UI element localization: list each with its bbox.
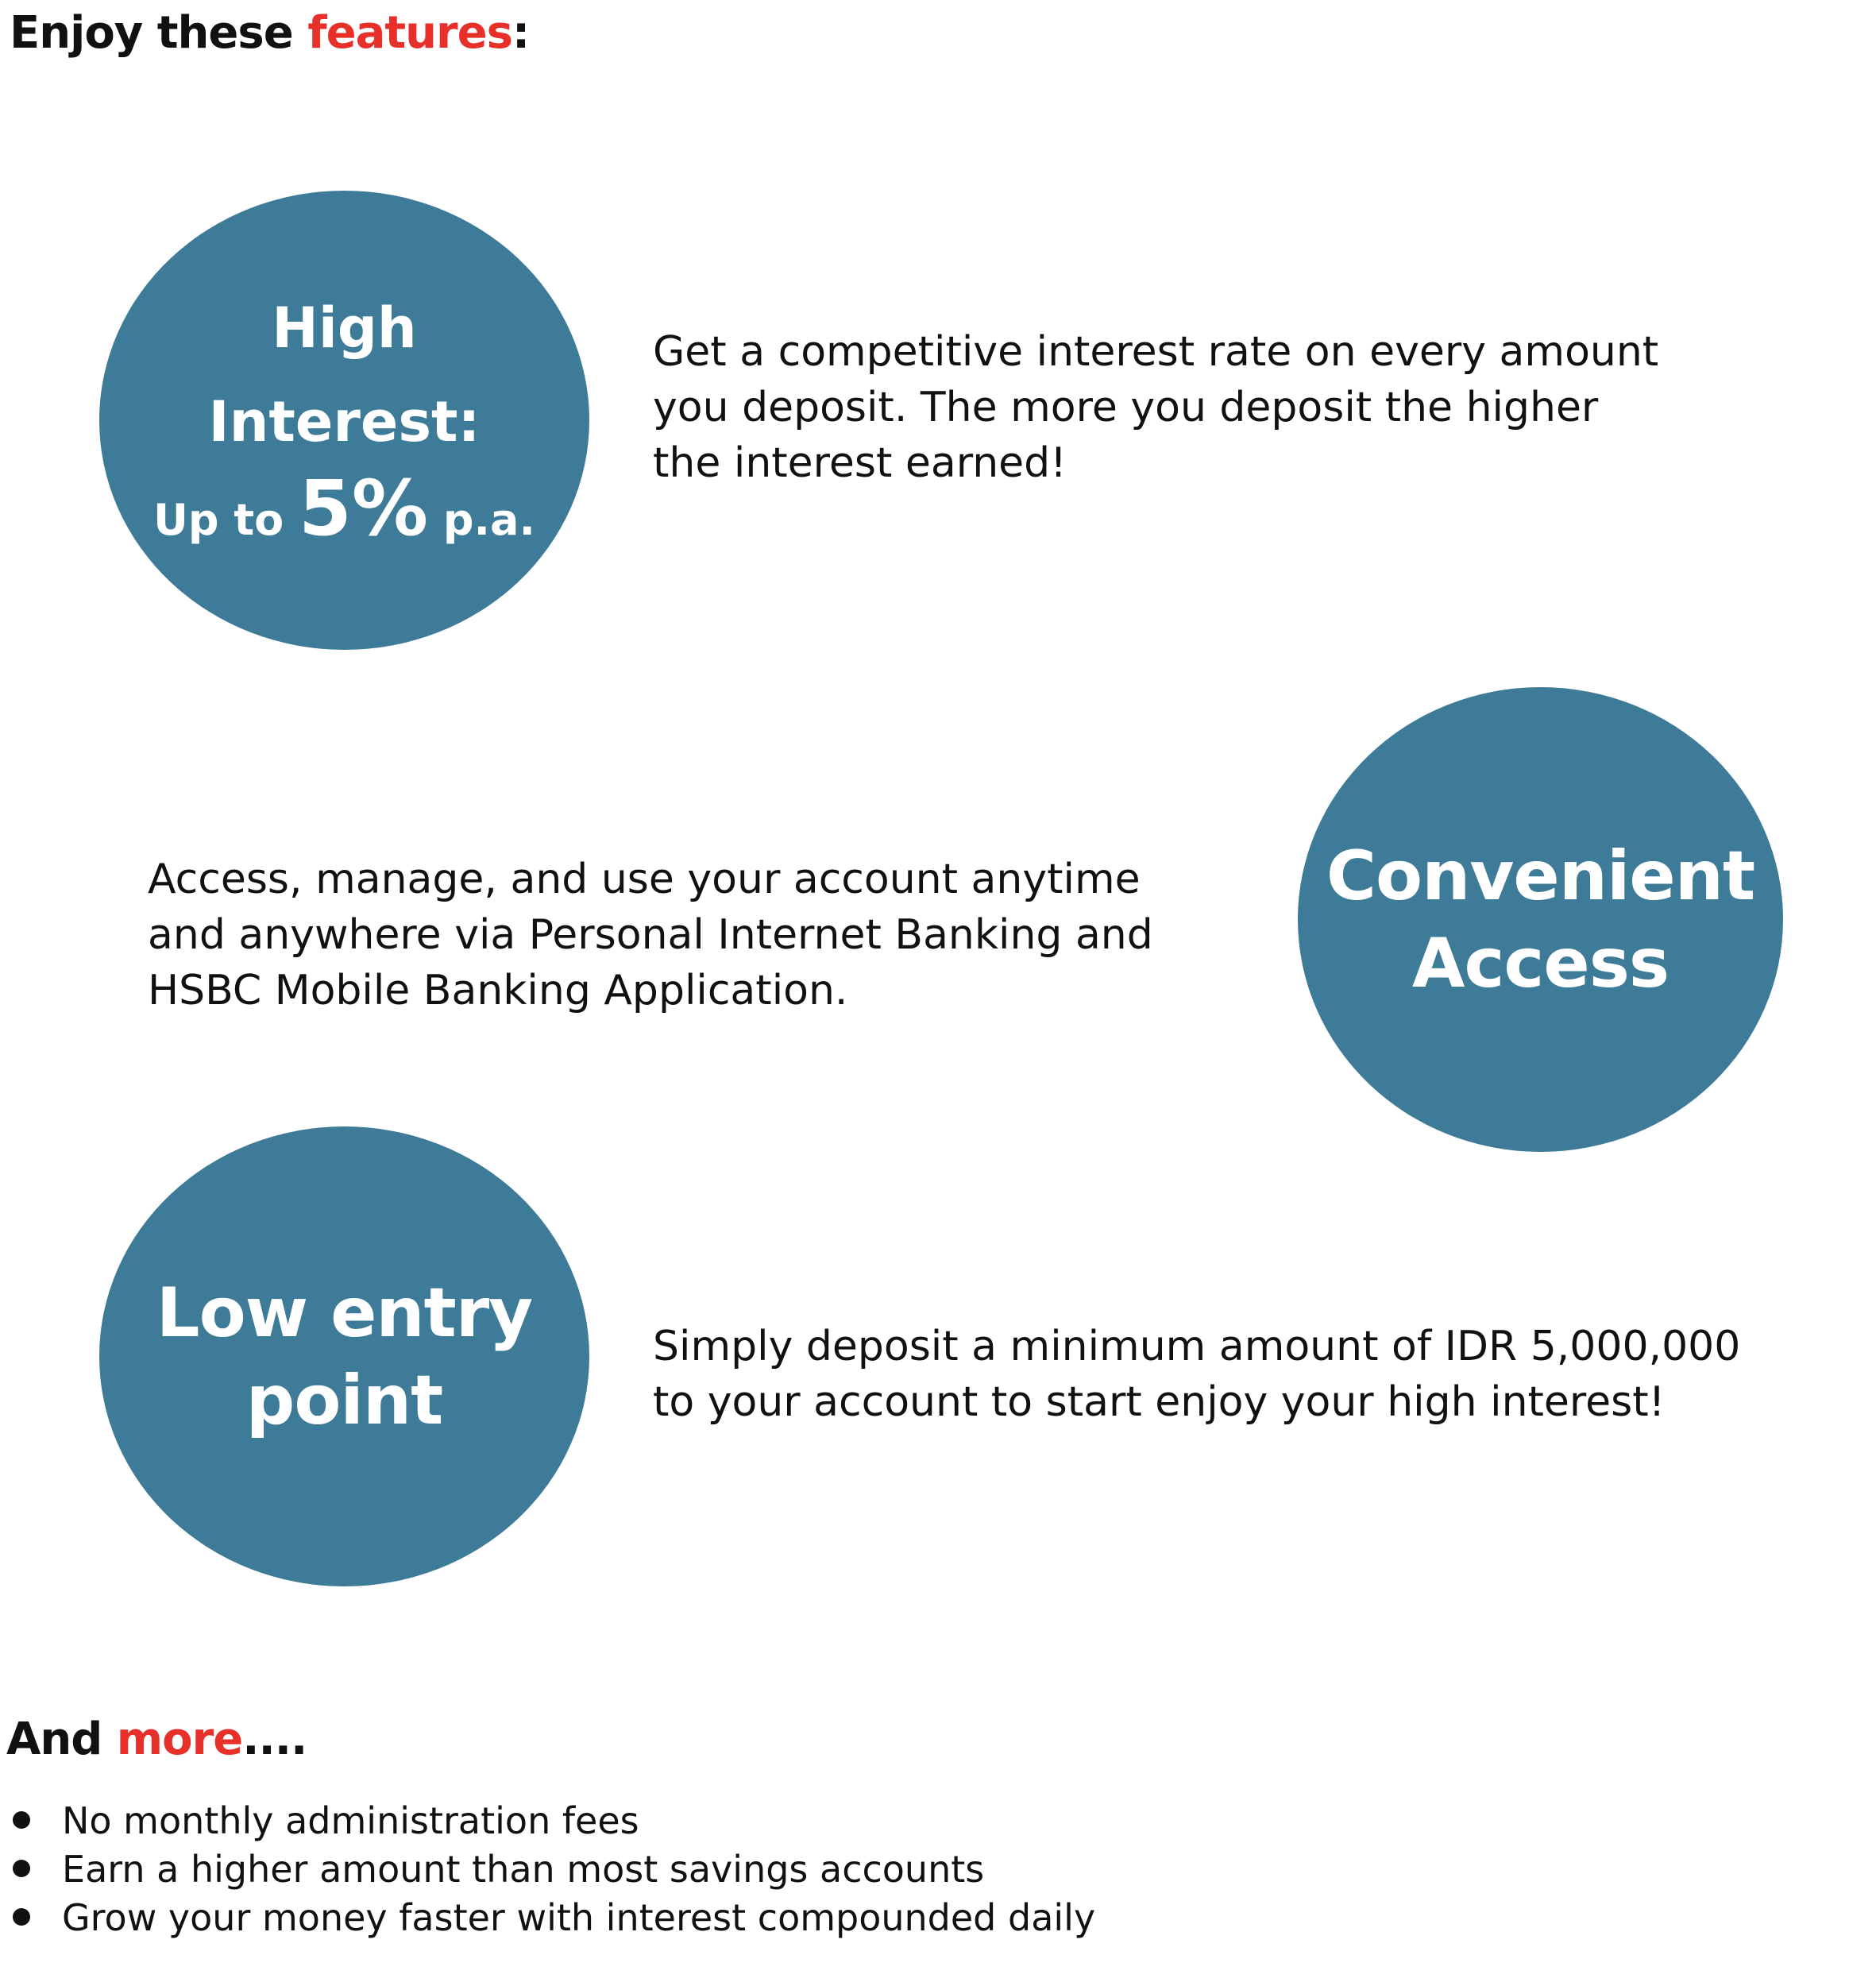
description-line: Get a competitive interest rate on every amount [653, 328, 1659, 376]
interest-rate-line [153, 463, 535, 560]
more-heading-suffix: .... [242, 1714, 307, 1765]
more-heading [6, 1714, 307, 1765]
bullet-icon [13, 1811, 30, 1829]
features-heading-accent: features [307, 7, 512, 59]
list-item [10, 1845, 1095, 1894]
list-item [10, 1894, 1095, 1942]
list-item-text: Earn a higher amount than most savings accounts [62, 1848, 985, 1891]
list-item-text: Grow your money faster with interest compounded daily [62, 1896, 1096, 1939]
bullet-icon [13, 1908, 30, 1926]
convenient-access-circle [1298, 687, 1783, 1152]
low-entry-point-description [653, 1319, 1740, 1430]
features-heading-suffix: : [511, 7, 530, 59]
low-entry-point-circle [99, 1126, 589, 1586]
list-item [10, 1797, 1095, 1845]
high-interest-title-line1: High [272, 295, 417, 361]
low-entry-title-line2: point [245, 1360, 443, 1440]
rate-value: 5% [299, 463, 429, 553]
more-heading-accent: more [116, 1714, 243, 1765]
description-line: to your account to start enjoy your high interest! [653, 1378, 1666, 1426]
convenient-access-description [148, 852, 1153, 1018]
high-interest-circle [99, 191, 589, 650]
rate-prefix: Up to [153, 494, 299, 545]
more-benefits-list [10, 1797, 1095, 1942]
features-heading [10, 7, 530, 59]
description-line: Access, manage, and use your account anytime [148, 856, 1141, 903]
more-heading-prefix: And [6, 1714, 117, 1765]
list-item-text: No monthly administration fees [62, 1799, 639, 1842]
description-line: you deposit. The more you deposit the higher [653, 384, 1599, 431]
convenient-access-title-line1: Convenient [1326, 836, 1755, 916]
description-line: Simply deposit a minimum amount of IDR 5,000,000 [653, 1323, 1741, 1370]
high-interest-title-line2: Interest: [208, 388, 481, 454]
low-entry-title-line1: Low entry [156, 1273, 533, 1353]
high-interest-description [653, 324, 1658, 491]
description-line: the interest earned! [653, 439, 1067, 487]
description-line: HSBC Mobile Banking Application. [148, 967, 848, 1014]
description-line: and anywhere via Personal Internet Banking and [148, 911, 1153, 959]
convenient-access-title-line2: Access [1411, 923, 1669, 1003]
rate-suffix: p.a. [428, 494, 535, 545]
bullet-icon [13, 1860, 30, 1877]
features-heading-prefix: Enjoy these [10, 7, 308, 59]
